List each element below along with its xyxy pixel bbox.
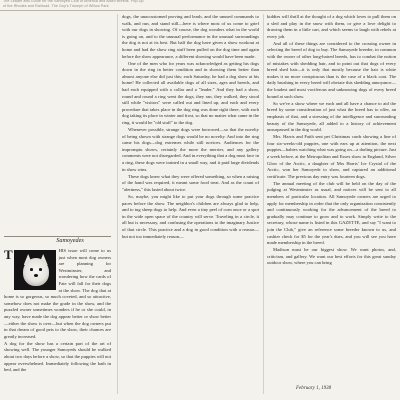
page-header [0,0,400,11]
paragraph: And all of these things are considered to the crossing owner in selecting the breed of dog to buy. The Samoyede breeder, in common with the owner of other long-haired breeds, has to combat the notion of mistakes with shedding hair, and to point out that dogs of every breed shed hair—it is only that mostly because the hair is white makes it no more conspicuous than is the case of a black coat. The daily brushing in every breed will obviate this shedding annoyance—the loudest and most vociferous and unknowing dogs of every breed bound at such show. [267,40,396,99]
column-divider [263,14,264,394]
right-column [267,14,396,268]
section-title: Samoyedes [56,237,84,244]
issue-date: February 1, 1938 [296,386,332,391]
header-line-2: of the Rhodes and Railroad. The Guy's Triumph of Willow Park [3,4,109,8]
paragraph: One of the men who for years was acknowledged as getting his dogs down in the ring in better condition and in showing them better than almost anyone else did just this; each Saturday, he had a dog show at his home! He collected all available dogs of all sizes, ages and breeds, and had each equipped with a collar and a "leader." And they had a show, round and round a ring went the dogs, they ran, they walked, they stood still while "visitors" were called out and lined up, and each and every procedure that takes place in the dog ring was done right there, with each dog taking its place in winter and frost, so that no matter what came in the ring, it would be "old stuff" to the dog. [122,60,259,125]
paragraph: dogs, the unaccustomed proving and leash, and the unused commands to walk, and run, and stand still—here is where most of us come to grief with our dogs in showing. Of course, the dog wonders what in the world is going on, and to the unusual performance in the unusual surroundings the dog is not at its best. But half the dog have given a show workout at home and had the show ring stuff been puffed on the dog time and again before the show appearance, a different showing would have been made. [122,14,259,59]
paragraph: A dog for the show has a certain part of the art of showing well. The younger Samoyeds should be walked about two days before a show, so that the puppies will not appear overwhelmed. Immediately following the bath in bed, and the [4,340,111,373]
blank-area [4,14,111,234]
left-column-top [4,14,111,234]
paragraph: So we've a show where we each and all have a chance to aid the breed by some consideration of just what the breed has to offer, an emphasis of that, and a stressing of the intelligence and surrounding beauty of the Samoyede, all added to a history of achievement unsurpassed in the dog world. [267,100,396,133]
paragraph [4,248,111,340]
paragraph: These dogs knew what they were offered something, so when a raising of the hand was required, it meant some food treat. And as the count of "alertness," this lasted about twice. [122,173,259,192]
paragraph-text: HIS issue will come to us just when most dog owners are planning for Westminster, and wondering how the cards of Fate will fall for their dogs at the show. The dog that at home is so gorgeous, so much coveted, and so attractive, somehow does not make the grade in the show, and the puzzled owner sometimes wonders if he or she could, in any way, have made the dog appear better or show better—either the show is over—but when the dog owners put in that dream of good pets to the show, their chances are greatly increased. [4,248,111,339]
middle-column [122,14,259,241]
drop-cap: T [4,247,13,262]
paragraph: The annual meeting of the club will be held on the day of the judging at Westminster as usual, and notices will be sent to all members of particular location. All Samoyede owners are urged to apply for membership in order that the only organization consistently and continuously working for the advancement of the breed to gradually may continue to grow and to work. Simply write to the secretary, whose name is listed in this GAZETTE, and say "I want to join the Club," give an reference some breeder known to us, and cashier check for $5 for the year's dues, and you will see you have made membership in the breed. [267,180,396,246]
paragraph: kiddies will thrill at the thought of a dog which loves to pull them on a sled and play in the snow with them, or give a love delight to drawing them in a little cart, and which seems to laugh with rebels at every job. [267,14,396,39]
column-divider [117,14,118,394]
header-line-1: The Leader and Guide for the Samoyed Club of America and Allied Breeds. Pop-Up [3,0,144,3]
samoyed-dog-photo [14,250,56,290]
paragraph: Whenever possible, strange dogs were borrowed—so that the novelty of being shown with strange dogs would be no novelty. And into the ring came his dogs—dog extremes while still novices. Audiences for the impromptu shows, certainly the more the merrier, and any gallery comments were not disregarded. And in everything that a dog must face in a ring, these dogs were trained in a small way, and it paid large dividends in show wins. [122,127,259,172]
paragraph: Mrs. Harris and Faith sent pet Christmas cards showing a line of four six-weeks-old puppies, one with ears up at attention, the next puppies—babies watching what was going on—a darling picture. Just a week before, at the Metropolitan and Essex show in England, Silver Glow of the Arctic, a daughter of Mrs Harris' Ice Crystal of the Arctic, won her Samoyede to show, and captured an additional certificate. The previous day entry was fourteen dogs. [267,134,396,179]
paragraph: So, maybe, you might like to put your dogs through some practice paces before the show. The neighbor's children are always glad to help, and to tug sheep dogs to help. And even a tiny peel of corn once or a spot in the wide open space of the country will serve. Traveling in a circle, it all but is necessary, and confusing the operations to the imaginary Justice of that circle. This practice and a dog in good condition with a reason—but not too immediately reason— [122,194,259,239]
paragraph: Madison must be our biggest show. We want photos, and, criticism, and gallery. We want our best efforts for this great sunday outdoor show, where you can bring [267,247,396,266]
left-column-body [4,248,111,374]
